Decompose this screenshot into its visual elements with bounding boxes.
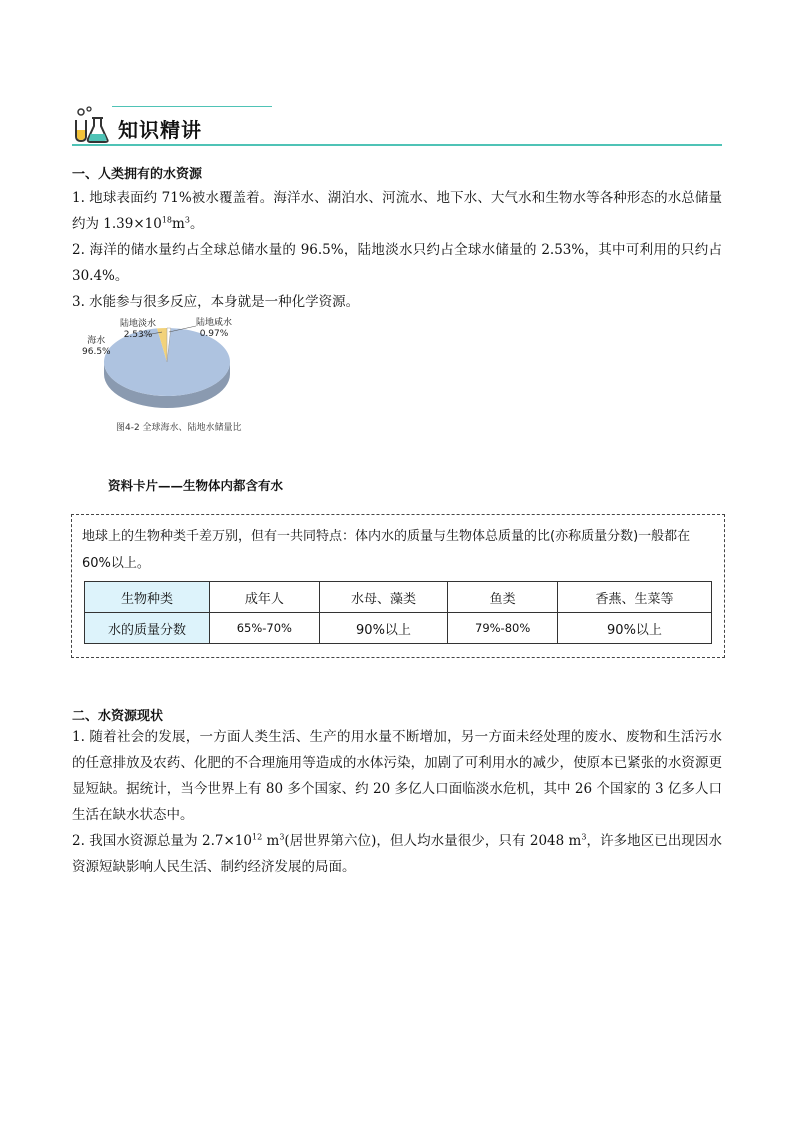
table-cell: 65%-70% — [210, 613, 320, 644]
table-cell: 水母、藻类 — [319, 582, 448, 613]
label-salt — [196, 318, 232, 340]
section1-heading: 一、人类拥有的水资源 — [72, 167, 203, 182]
label-salt-name: 陆地咸水 — [196, 318, 233, 328]
label-fresh-name: 陆地淡水 — [120, 319, 157, 329]
table-cell: 79%-80% — [448, 613, 558, 644]
section1-paragraph-1: 1. 地球表面约 71%被水覆盖着。海洋水、湖泊水、河流水、地下水、大气水和生物水等各种形态的水总储量约为 $1.39\times 10^{18}m^3$。 — [72, 190, 722, 232]
water-pie-figure — [76, 312, 276, 437]
header-top-rule — [112, 106, 272, 107]
info-card — [71, 514, 725, 658]
table-cell: 90%以上 — [557, 613, 711, 644]
section1-paragraph-2: 2. 海洋的储水量约占全球总储水量的 96.5%，陆地淡水只约占全球水储量的 2.53%，其中可利用的只约占 30.4%。 — [72, 242, 722, 284]
section-header — [72, 104, 722, 148]
table-cell: 鱼类 — [448, 582, 558, 613]
section2-paragraph-2: 2. 我国水资源总量为 $2.7\times 10^{12}$ $m^3$(居世界第六位)，但人均水量很少，只有 2048 $m^3$，许多地区已出现因水资源短缺影响人民生活、制约经济发展的局面。 — [72, 832, 723, 875]
header-rule — [72, 144, 722, 146]
section1-paragraph-3: 3. 水能参与很多反应，本身就是一种化学资源。 — [72, 294, 360, 310]
table-header-cell: 生物种类 — [85, 582, 210, 613]
water-content-table — [84, 581, 712, 644]
label-sea — [82, 336, 111, 358]
table-cell: 90%以上 — [319, 613, 448, 644]
table-row — [85, 613, 712, 644]
card-title: 资料卡片——生物体内都含有水 — [108, 478, 284, 493]
label-salt-value: 0.97% — [199, 329, 229, 339]
section2-heading: 二、水资源现状 — [72, 709, 164, 724]
section-title: 知识精讲 — [118, 118, 202, 142]
table-header-cell: 水的质量分数 — [85, 613, 210, 644]
lab-flask-icon — [72, 106, 110, 144]
table-cell: 成年人 — [210, 582, 320, 613]
table-cell: 香燕、生菜等 — [557, 582, 711, 613]
label-fresh — [120, 319, 156, 341]
label-fresh-value: 2.53% — [123, 330, 153, 340]
table-row — [85, 582, 712, 613]
section2-paragraph-1: 1. 随着社会的发展，一方面人类生活、生产的用水量不断增加，另一方面未经处理的废水、废物和生活污水的任意排放及农药、化肥的不合理施用等造成的水体污染，加剧了可利用水的减少，使原本已紧张的水资源更显短缺。据统计，当今世界上有 80 多个国家、约 20 多亿人口面临淡水危机，其中 26 个国家的 3 亿多人口生活在缺水状态中。 — [72, 729, 722, 823]
card-text: 地球上的生物种类千差万别，但有一共同特点：体内水的质量与生物体总质量的比(亦称质量分数)一般都在 60%以上。 — [82, 529, 691, 571]
figure-caption: 图4-2 全球海水、陆地水储量比 — [116, 423, 242, 433]
pie-chart — [76, 312, 276, 420]
label-sea-value: 96.5% — [82, 347, 111, 357]
label-sea-name: 海水 — [87, 336, 106, 346]
